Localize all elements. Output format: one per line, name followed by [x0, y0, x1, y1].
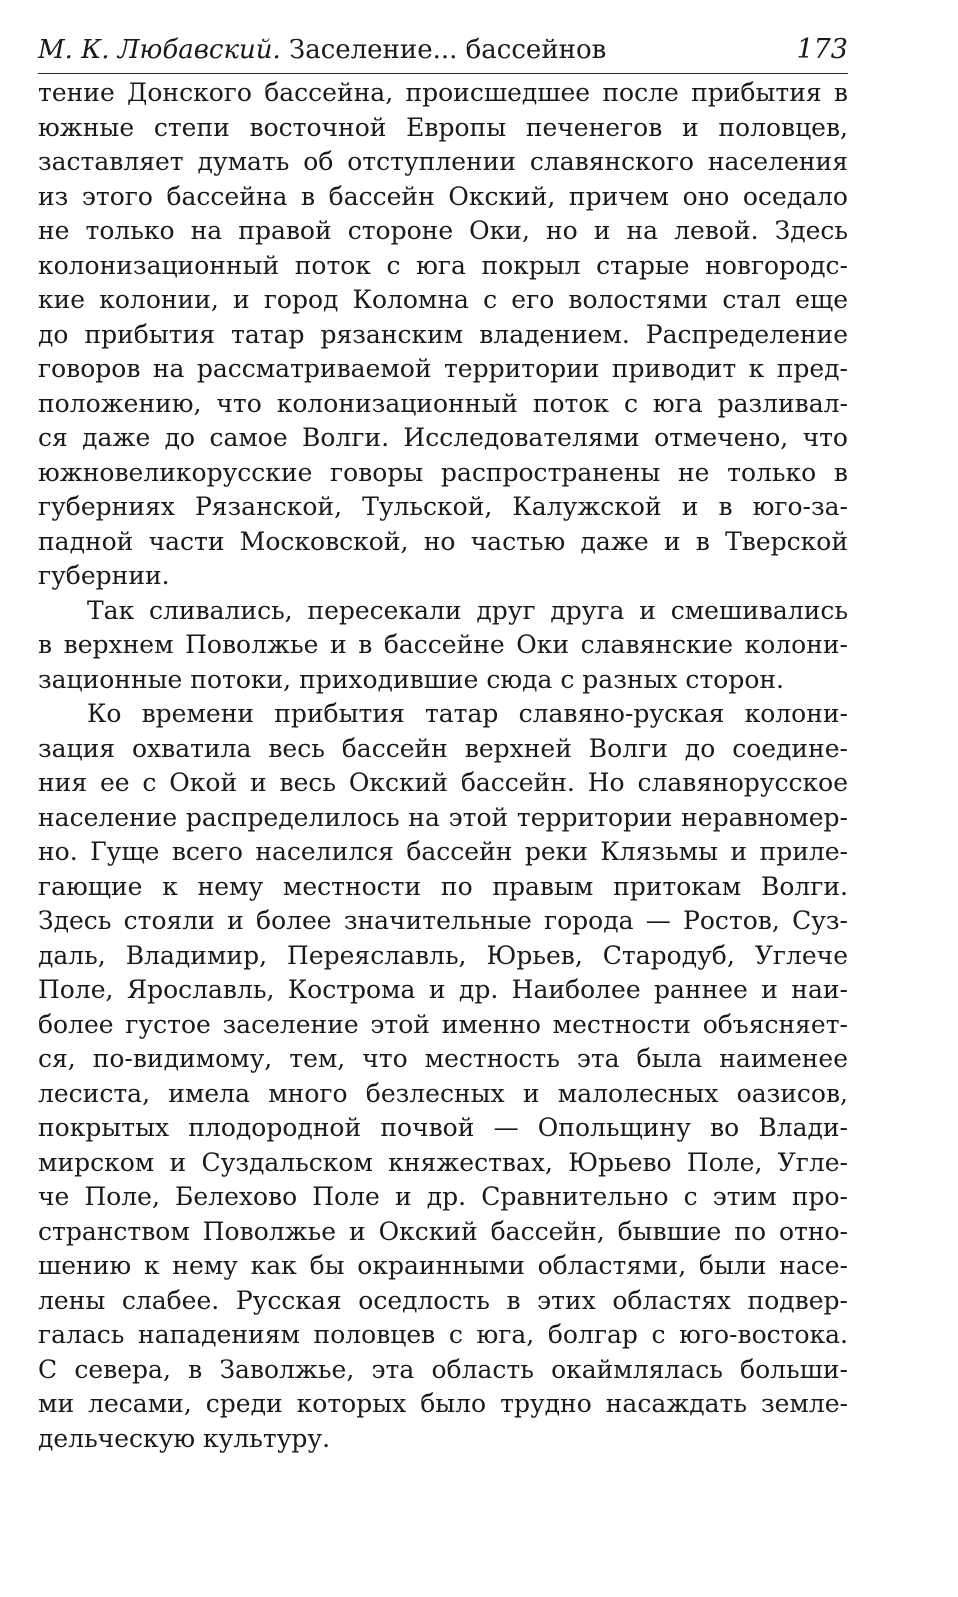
text-line: не только на правой стороне Оки, но и на левой. Здесь [38, 216, 848, 245]
paragraph [38, 76, 848, 594]
text-line: странством Поволжье и Окский бассейн, бывшие по отно- [38, 1216, 848, 1246]
text-line: ми лесами, среди которых было трудно насаждать земле- [38, 1389, 848, 1418]
text-line: мирском и Суздальском княжествах, Юрьево Поле, Угле- [38, 1147, 848, 1177]
text-line: тение Донского бассейна, происшедшее после прибытия в [38, 78, 848, 107]
header-author: М. К. Любавский. [38, 35, 281, 65]
text-line: Здесь стояли и более значительные города — Ростов, Суз- [38, 906, 848, 935]
text-line: даль, Владимир, Переяславль, Юрьев, Стародуб, Углече [38, 940, 848, 970]
text-line: ся, по-видимому, тем, что местность эта была наименее [38, 1044, 848, 1073]
header-title: Заселение... бассейнов [289, 35, 607, 65]
text-line: колонизационный поток с юга покрыл старые новгородс- [38, 250, 848, 280]
text-line: ся даже до самое Волги. Исследователями отмечено, что [38, 423, 848, 452]
text-line: южновеликорусские говоры распространены не только в [38, 457, 848, 487]
text-line: падной части Московской, но частью даже и в Тверской [38, 526, 848, 556]
paragraph [38, 697, 848, 1456]
text-line: южные степи восточной Европы печенегов и половцев, [38, 112, 848, 142]
body-text [38, 76, 848, 1456]
text-line: говоров на рассматриваемой территории приводит к пред- [38, 354, 848, 383]
text-line: лесиста, имела много безлесных и малолесных оазисов, [38, 1078, 848, 1108]
text-line: Так сливались, пересекали друг друга и смешивались [87, 595, 848, 625]
text-line: шению к нему как бы окраинными областями, были насе- [38, 1251, 848, 1280]
text-line: Поле, Ярославль, Кострома и др. Наиболее раннее и наи- [38, 975, 848, 1004]
paragraph [38, 594, 848, 698]
text-line: галась нападениям половцев с юга, болгар с юго-востока. [38, 1320, 848, 1349]
text-line: губерниях Рязанской, Тульской, Калужской и в юго-за- [38, 492, 848, 521]
text-line: зация охватила весь бассейн верхней Волги до соедине- [38, 733, 848, 763]
text-line: до прибытия татар рязанским владением. Распределение [38, 319, 848, 349]
text-line: гающие к нему местности по правым притокам Волги. [38, 871, 848, 901]
text-line: покрытых плодородной почвой — Опольщину во Влади- [38, 1113, 848, 1142]
text-line: население распределилось на этой территории неравномер- [38, 802, 848, 832]
page-number: 173 [796, 34, 848, 65]
running-header-title [38, 35, 606, 65]
text-line: лены слабее. Русская оседлость в этих областях подвер- [38, 1285, 848, 1315]
text-line: в верхнем Поволжье и в бассейне Оки славянские колони- [38, 630, 848, 659]
running-header [38, 34, 848, 74]
text-line: губернии. [38, 561, 170, 590]
text-line: но. Гуще всего населился бассейн реки Клязьмы и приле- [38, 837, 848, 866]
text-line: заставляет думать об отступлении славянского населения [38, 147, 848, 176]
text-line: зационные потоки, приходившие сюда с разных сторон. [38, 664, 784, 694]
text-line: более густое заселение этой именно местности объясняет- [38, 1009, 848, 1039]
book-page [38, 34, 848, 1456]
text-line: дельческую культуру. [38, 1423, 331, 1453]
text-line: кие колонии, и город Коломна с его волостями стал еще [38, 285, 848, 314]
text-line: С севера, в Заволжье, эта область окаймлялась больши- [38, 1354, 848, 1384]
text-line: ния ее с Окой и весь Окский бассейн. Но славянорусское [38, 768, 848, 797]
text-line: че Поле, Белехово Поле и др. Сравнительно с этим про- [38, 1182, 848, 1211]
text-line: положению, что колонизационный поток с юга разливал- [38, 388, 848, 418]
text-line: Ко времени прибытия татар славяно-руская колони- [87, 699, 848, 728]
text-line: из этого бассейна в бассейн Окский, причем оно оседало [38, 181, 848, 211]
